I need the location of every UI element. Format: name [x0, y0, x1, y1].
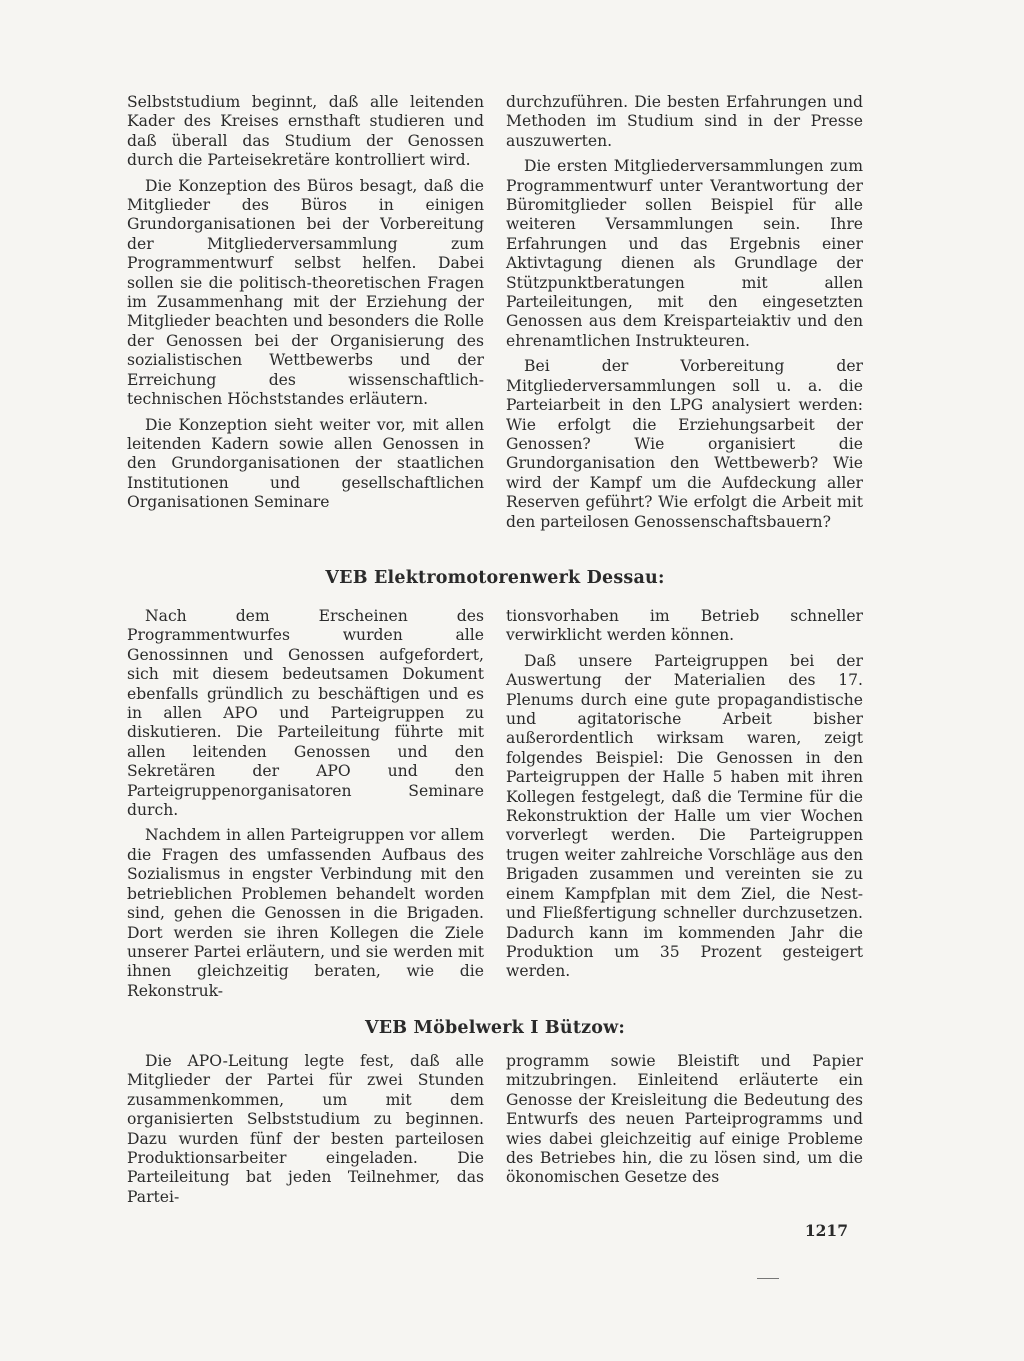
section-heading-dessau: VEB Elektromotorenwerk Dessau:: [325, 568, 665, 588]
paragraph: Die APO-Leitung legte fest, daß alle Mitglieder der Partei für zwei Stunden zusammenkommen, um mit dem organisierten Selbststudium zu beginnen. Dazu wurden fünf der besten parteilosen Produktionsarbeiter eingeladen. Die Parteileitung bat jeden Teilnehmer, das Partei-: [127, 1052, 484, 1206]
column-left: [127, 93, 484, 538]
column-left: [127, 1052, 484, 1213]
section-heading-buetzow: VEB Möbelwerk I Bützow:: [364, 1018, 626, 1038]
paragraph: programm sowie Bleistift und Papier mitzubringen. Einleitend erläuterte ein Genosse der Kreisleitung die Bedeutung des Entwurfs des neuen Parteiprogramms und wies dabei gleichzeitig auf einige Probleme des Betriebes hin, die zu lösen sind, um die ökonomischen Gesetze des: [506, 1052, 863, 1187]
page-number: 1217: [804, 1221, 848, 1240]
paragraph: Die Konzeption des Büros besagt, daß die Mitglieder des Büros in einigen Grundorganisationen bei der Vorbereitung der Mitgliederversammlung zum Programmentwurf selbst helfen. Dabei sollen sie die politisch-theoretischen Fragen im Zusammenhang mit der Erziehung der Mitglieder beachten und besonders die Rolle der Genossen bei der Organisierung des sozialistischen Wettbewerbs und der Erreichung des wissenschaftlich-technischen Höchststandes erläutern.: [127, 176, 484, 409]
column-right: [506, 607, 863, 1007]
paragraph: Nachdem in allen Parteigruppen vor allem die Fragen des umfassenden Aufbaus des Sozialismus in engster Verbindung mit den betrieblichen Problemen behandelt worden sind, gehen die Genossen in die Brigaden. Dort werden sie ihren Kollegen die Ziele unserer Partei erläutern, und sie werden mit ihnen gleichzeitig beraten, wie die Rekonstruk-: [127, 826, 484, 1000]
paragraph: durchzuführen. Die besten Erfahrungen und Methoden im Studium sind in der Presse auszuwerten.: [506, 93, 863, 150]
paragraph: Daß unsere Parteigruppen bei der Auswertung der Materialien des 17. Plenums durch eine gute propagandistische und agitatorische Arbeit bisher außerordentlich wirksam waren, zeigt folgendes Beispiel: Die Genossen in den Parteigruppen der Halle 5 haben mit ihren Kollegen festgelegt, daß die Termine für die Rekonstruktion der Halle um vier Wochen vorverlegt werden. Die Parteigruppen trugen weiter zahlreiche Vorschläge aus den Brigaden zusammen und vereinten sie zu einem Kampfplan mit dem Ziel, die Nest- und Fließfertigung schneller durchzusetzen. Dadurch kann im kommenden Jahr die Produktion um 35 Prozent gesteigert werden.: [506, 651, 863, 981]
section-buetzow: [127, 1052, 863, 1213]
paragraph: Die ersten Mitgliederversammlungen zum Programmentwurf unter Verantwortung der Büromitglieder sollen Beispiel für alle weiteren Versammlungen sein. Ihre Erfahrungen und das Ergebnis einer Aktivtagung dienen als Grundlage der Stützpunktberatungen mit allen Parteileitungen, mit den eingesetzten Genossen aus dem Kreisparteiaktiv und den ehrenamtlichen Instrukteuren.: [506, 157, 863, 350]
section-intro: [127, 93, 863, 538]
section-dessau: [127, 607, 863, 1007]
paragraph: tionsvorhaben im Betrieb schneller verwirklicht werden können.: [506, 607, 863, 645]
scan-mark: [757, 1278, 779, 1279]
paragraph: Selbststudium beginnt, daß alle leitenden Kader des Kreises ernsthaft studieren und daß überall das Studium der Genossen durch die Parteisekretäre kontrolliert wird.: [127, 93, 484, 170]
paragraph: Nach dem Erscheinen des Programmentwurfes wurden alle Genossinnen und Genossen aufgefordert, sich mit diesem bedeutsamen Dokument ebenfalls gründlich zu beschäftigen und es in allen APO und Parteigruppen zu diskutieren. Die Parteileitung führte mit allen leitenden Genossen und den Sekretären der APO und den Parteigruppenorganisatoren Seminare durch.: [127, 607, 484, 820]
column-right: [506, 93, 863, 538]
column-left: [127, 607, 484, 1007]
paragraph: Die Konzeption sieht weiter vor, mit allen leitenden Kadern sowie allen Genossen in den Grundorganisationen der staatlichen Institutionen und gesellschaftlichen Organisationen Seminare: [127, 415, 484, 512]
column-right: [506, 1052, 863, 1213]
paragraph: Bei der Vorbereitung der Mitgliederversammlungen soll u. a. die Parteiarbeit in den LPG analysiert werden: Wie erfolgt die Erziehungsarbeit der Genossen? Wie organisiert die Grundorganisation den Wettbewerb? Wie wird der Kampf um die Aufdeckung aller Reserven geführt? Wie erfolgt die Arbeit mit den parteilosen Genossenschaftsbauern?: [506, 357, 863, 531]
